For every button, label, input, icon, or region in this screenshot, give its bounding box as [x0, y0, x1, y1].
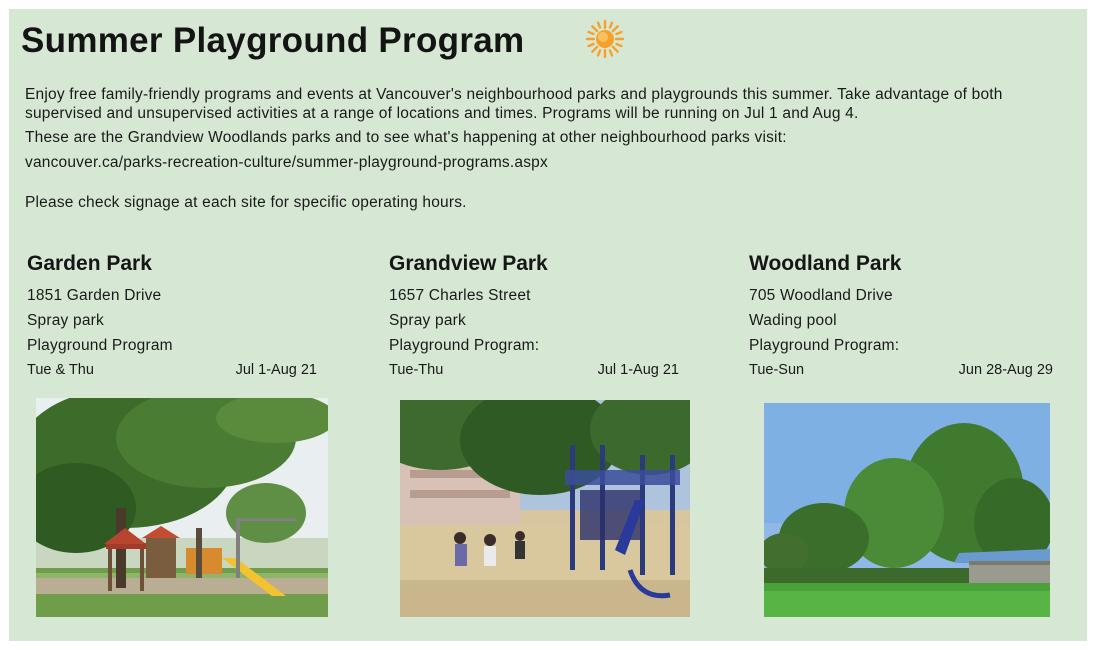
schedule-dates: Jul 1-Aug 21: [235, 362, 317, 378]
schedule-dates: Jul 1-Aug 21: [597, 362, 679, 378]
park-woodland: [749, 251, 1053, 381]
schedule-days: Tue-Thu: [389, 362, 444, 378]
grandview-park-photo: [400, 400, 690, 617]
woodland-park-photo: [764, 403, 1050, 617]
info-panel: [9, 9, 1087, 641]
park-garden: [27, 251, 317, 381]
park-schedule: [27, 359, 317, 381]
park-name: Garden Park: [27, 252, 152, 275]
park-feature: Spray park: [27, 312, 104, 329]
park-name: Woodland Park: [749, 252, 902, 275]
page-title: Summer Playground Program: [21, 21, 525, 60]
park-feature: Spray park: [389, 312, 466, 329]
park-schedule: [749, 359, 1053, 381]
website-link[interactable]: vancouver.ca/parks-recreation-culture/summer-playground-programs.aspx: [25, 154, 548, 171]
schedule-dates: Jun 28-Aug 29: [958, 362, 1053, 378]
other-parks-text: These are the Grandview Woodlands parks and to see what's happening at other neighbourhood parks visit:: [25, 129, 787, 146]
schedule-days: Tue & Thu: [27, 362, 94, 378]
intro-paragraph: Enjoy free family-friendly programs and events at Vancouver's neighbourhood parks and playgrounds this summer. Take advantage of both supervised and unsupervised activities at a range of locations and times. Programs will be running on Jul 1 and Aug 4.: [25, 86, 1003, 122]
park-address: 1851 Garden Drive: [27, 287, 162, 304]
park-program: Playground Program: [27, 337, 173, 354]
garden-park-photo: [36, 398, 328, 617]
park-grandview: [389, 251, 679, 381]
park-schedule: [389, 359, 679, 381]
signage-note: Please check signage at each site for specific operating hours.: [25, 194, 467, 211]
park-feature: Wading pool: [749, 312, 837, 329]
park-address: 705 Woodland Drive: [749, 287, 893, 304]
sun-icon: [585, 19, 625, 59]
park-program: Playground Program:: [389, 337, 540, 354]
park-address: 1657 Charles Street: [389, 287, 531, 304]
schedule-days: Tue-Sun: [749, 362, 805, 378]
park-program: Playground Program:: [749, 337, 900, 354]
park-name: Grandview Park: [389, 252, 548, 275]
